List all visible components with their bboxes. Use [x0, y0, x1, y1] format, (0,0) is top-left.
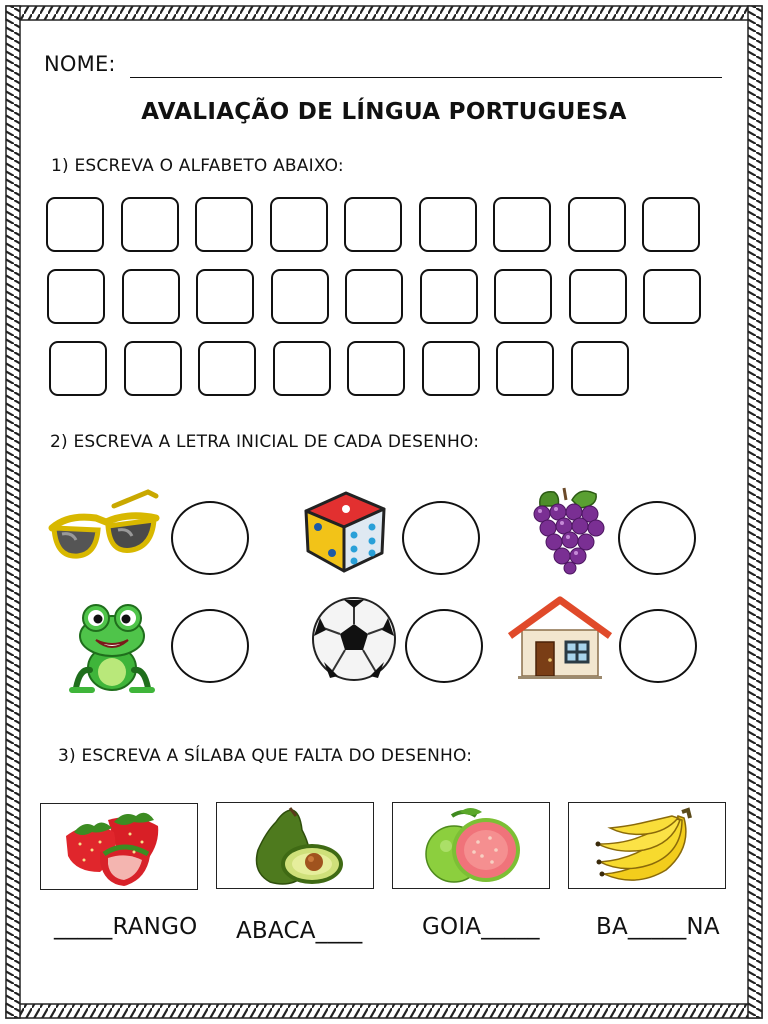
alphabet-box[interactable]: [569, 269, 627, 324]
answer-circle-sunglasses[interactable]: [171, 501, 249, 575]
alphabet-box[interactable]: [196, 269, 254, 324]
alphabet-box[interactable]: [344, 197, 402, 252]
syllable-word-4: BA_____NA: [596, 914, 720, 940]
alphabet-box[interactable]: [271, 269, 329, 324]
page-title: AVALIAÇÃO DE LÍNGUA PORTUGUESA: [141, 99, 627, 125]
strawberry-icon: [64, 806, 164, 888]
question-1: 1) ESCREVA O ALFABETO ABAIXO:: [51, 156, 344, 176]
alphabet-box[interactable]: [46, 197, 104, 252]
name-field-line[interactable]: [130, 77, 722, 78]
alphabet-box[interactable]: [347, 341, 405, 396]
alphabet-box[interactable]: [198, 341, 256, 396]
alphabet-box[interactable]: [273, 341, 331, 396]
banana-icon: [596, 808, 700, 888]
alphabet-box[interactable]: [121, 197, 179, 252]
frog-icon: [70, 598, 154, 694]
avocado-icon: [250, 806, 346, 888]
name-label: NOME:: [44, 52, 116, 76]
alphabet-box[interactable]: [493, 197, 551, 252]
alphabet-box[interactable]: [195, 197, 253, 252]
dice-icon: [300, 489, 388, 575]
question-2: 2) ESCREVA A LETRA INICIAL DE CADA DESENHO:: [50, 432, 480, 452]
alphabet-box[interactable]: [270, 197, 328, 252]
alphabet-box[interactable]: [643, 269, 701, 324]
alphabet-box[interactable]: [642, 197, 700, 252]
syllable-word-3: GOIA_____: [422, 914, 540, 940]
house-icon: [508, 596, 612, 680]
answer-circle-ball[interactable]: [405, 609, 483, 683]
answer-circle-frog[interactable]: [171, 609, 249, 683]
guava-icon: [424, 806, 524, 888]
syllable-word-2: ABACA____: [236, 918, 363, 944]
syllable-word-1: _____RANGO: [54, 914, 198, 940]
alphabet-box[interactable]: [494, 269, 552, 324]
alphabet-box[interactable]: [47, 269, 105, 324]
alphabet-box[interactable]: [571, 341, 629, 396]
alphabet-box[interactable]: [420, 269, 478, 324]
answer-circle-grapes[interactable]: [618, 501, 696, 575]
alphabet-box[interactable]: [568, 197, 626, 252]
sunglasses-icon: [48, 488, 160, 568]
alphabet-box[interactable]: [422, 341, 480, 396]
grapes-icon: [520, 486, 612, 574]
alphabet-box[interactable]: [496, 341, 554, 396]
alphabet-box[interactable]: [49, 341, 107, 396]
question-3: 3) ESCREVA A SÍLABA QUE FALTA DO DESENHO:: [58, 746, 473, 766]
alphabet-box[interactable]: [345, 269, 403, 324]
answer-circle-house[interactable]: [619, 609, 697, 683]
alphabet-box[interactable]: [419, 197, 477, 252]
answer-circle-dice[interactable]: [402, 501, 480, 575]
soccer-ball-icon: [310, 596, 398, 682]
alphabet-box[interactable]: [124, 341, 182, 396]
alphabet-box[interactable]: [122, 269, 180, 324]
